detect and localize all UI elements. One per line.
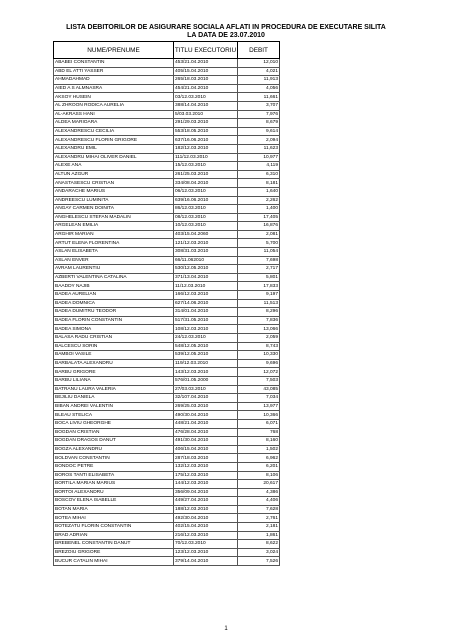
cell-name: ARGELEAN EMILIA [54, 222, 174, 231]
cell-title: 188/12.03.2010 [174, 505, 238, 514]
table-row [54, 351, 280, 360]
cell-debit: 2,181 [238, 523, 280, 532]
cell-name: BRAD ADRIAN [54, 531, 174, 540]
cell-title: 03/12.03.2010 [174, 93, 238, 102]
cell-debit: 7,976 [238, 110, 280, 119]
document-date: LA DATA DE 23.07.2010 [187, 32, 265, 39]
table-row [54, 67, 280, 76]
cell-name: BLEAU STELICA [54, 411, 174, 420]
cell-name: ALEXE ANA [54, 162, 174, 171]
cell-debit: 7,698 [238, 256, 280, 265]
table-row [54, 428, 280, 437]
table-row [54, 325, 280, 334]
cell-title: 406/15.04.2010 [174, 445, 238, 454]
table-row [54, 376, 280, 385]
cell-name: BOTEA MIHAI [54, 514, 174, 523]
table-row [54, 299, 280, 308]
table-row [54, 359, 280, 368]
table-row [54, 462, 280, 471]
cell-title: 308/31.03.2010 [174, 248, 238, 257]
cell-name: BOCA LIVIU GHEORGHE [54, 419, 174, 428]
table-row [54, 144, 280, 153]
cell-debit: 13,977 [238, 402, 280, 411]
cell-name: BADEA DUMITRU TEODOR [54, 308, 174, 317]
table-row [54, 84, 280, 93]
cell-debit: 8,679 [238, 119, 280, 128]
cell-title: 491/30.04.2010 [174, 437, 238, 446]
cell-title: 24/12.03.2010 [174, 334, 238, 343]
cell-debit: 2,717 [238, 265, 280, 274]
cell-debit: 9,197 [238, 291, 280, 300]
cell-debit: 3,024 [238, 548, 280, 557]
table-row [54, 342, 280, 351]
cell-name: BARBALATA ALEXANDRU [54, 359, 174, 368]
cell-name: AL-AKRASS HANI [54, 110, 174, 119]
table-row [54, 523, 280, 532]
cell-title: 548/12.05.2010 [174, 342, 238, 351]
table-row [54, 368, 280, 377]
table-row [54, 480, 280, 489]
cell-debit: 2,262 [238, 196, 280, 205]
cell-title: 166/12.03.2010 [174, 291, 238, 300]
cell-debit: 7,526 [238, 557, 280, 566]
cell-name: BOROS TANTI ELISABETA [54, 471, 174, 480]
cell-name: ASLAN ENVER [54, 256, 174, 265]
cell-debit: 4,056 [238, 84, 280, 93]
cell-debit: 4,119 [238, 162, 280, 171]
cell-debit: 9,696 [238, 359, 280, 368]
cell-name: BADEA DOMNICA [54, 299, 174, 308]
table-row [54, 170, 280, 179]
cell-title: 576/01.05.2000 [174, 376, 238, 385]
cell-title: 530/12.05.2010 [174, 265, 238, 274]
cell-title: 15/12.03.2010 [174, 162, 238, 171]
table-header [54, 42, 280, 59]
table-row [54, 402, 280, 411]
cell-name: AL ZHROON RODICA AURELIA [54, 101, 174, 110]
cell-name: BOGDAN DRAGOS DANUT [54, 437, 174, 446]
table-row [54, 548, 280, 557]
cell-name: ANASTASESCU CRISTIAN [54, 179, 174, 188]
cell-name: ANGHELESCU STEFAN MADALIN [54, 213, 174, 222]
cell-name: BADEA SIMONA [54, 325, 174, 334]
table-row [54, 187, 280, 196]
cell-debit: 17,405 [238, 213, 280, 222]
cell-name: ALEXANDRU MIHAI OLIVER DANIEL [54, 153, 174, 162]
table-row [54, 248, 280, 257]
table-row [54, 239, 280, 248]
cell-name: ALEXANDRESCU FLORIN GRIGORE [54, 136, 174, 145]
cell-title: 123/12.03.2010 [174, 548, 238, 557]
cell-name: BOGZA ALEXANDRU [54, 445, 174, 454]
cell-name: ARTUT ELENA FLORENTINA [54, 239, 174, 248]
cell-debit: 8,622 [238, 540, 280, 549]
cell-debit: 8,743 [238, 342, 280, 351]
cell-name: BAMBOI VASILE [54, 351, 174, 360]
cell-title: 175/12.03.2010 [174, 471, 238, 480]
column-header-debit: DEBIT [238, 42, 280, 59]
table-body [54, 59, 280, 566]
cell-debit: 10,330 [238, 351, 280, 360]
cell-title: 32/107.04.2010 [174, 394, 238, 403]
cell-debit: 11,513 [238, 299, 280, 308]
cell-debit: 11,913 [238, 76, 280, 85]
cell-debit: 13,066 [238, 325, 280, 334]
cell-debit: 16,876 [238, 222, 280, 231]
cell-name: ALEXANDRU EMIL [54, 144, 174, 153]
cell-title: 132/12.03.2010 [174, 462, 238, 471]
cell-name: BORTOI ALEXANDRU [54, 488, 174, 497]
cell-name: ALTUN AZGUR [54, 170, 174, 179]
cell-title: 379/14.04.2010 [174, 557, 238, 566]
cell-debit: 43,085 [238, 385, 280, 394]
cell-title: 492/30.04.2010 [174, 514, 238, 523]
table-row [54, 385, 280, 394]
cell-name: ANDREESCU LUMINITA [54, 196, 174, 205]
cell-debit: 6,201 [238, 462, 280, 471]
cell-debit: 8,160 [238, 437, 280, 446]
cell-debit: 1,502 [238, 445, 280, 454]
cell-name: BARBU LILIANA [54, 376, 174, 385]
cell-debit: 17,833 [238, 282, 280, 291]
table-row [54, 127, 280, 136]
cell-title: 553/18.05.2010 [174, 127, 238, 136]
cell-name: AHMADAHMAD [54, 76, 174, 85]
cell-name: ASLAN ELISABETA [54, 248, 174, 257]
cell-title: 269/25.03.2010 [174, 402, 238, 411]
table-row [54, 93, 280, 102]
table-row [54, 213, 280, 222]
cell-debit: 11,661 [238, 93, 280, 102]
table-row [54, 179, 280, 188]
table-row [54, 101, 280, 110]
cell-name: AVRAM LAURENTIU [54, 265, 174, 274]
page-number: 1 [224, 626, 228, 632]
table-row [54, 205, 280, 214]
table-row [54, 445, 280, 454]
cell-title: 144/12.03.2010 [174, 480, 238, 489]
cell-title: 5/03.03.2010 [174, 110, 238, 119]
table-row [54, 162, 280, 171]
cell-title: 119/12.03.2010 [174, 359, 238, 368]
table-row [54, 110, 280, 119]
cell-title: 448/21.04.2010 [174, 419, 238, 428]
cell-name: AIED A S ALMNASRA [54, 84, 174, 93]
cell-name: BORTILA MARIAN MARIUS [54, 480, 174, 489]
table-row [54, 437, 280, 446]
cell-name: BOLDVAN CONSTANTIN [54, 454, 174, 463]
document-title: LISTA DEBITORILOR DE ASIGURARE SOCIALA AFLATI IN PROCEDURA DE EXECUTARE SILITA [66, 24, 386, 31]
table-row [54, 76, 280, 85]
cell-title: 402/15.04.2010 [174, 523, 238, 532]
cell-title: 216/12.03.2010 [174, 531, 238, 540]
cell-debit: 11,054 [238, 248, 280, 257]
cell-title: 637/16.06.2010 [174, 136, 238, 145]
cell-debit: 7,034 [238, 394, 280, 403]
cell-title: 371/13.04.2010 [174, 273, 238, 282]
cell-name: AKSOY HUSEIN [54, 93, 174, 102]
table-row [54, 196, 280, 205]
cell-name: BOGDAN CRISTIAN [54, 428, 174, 437]
cell-title: 11/12.03.2010 [174, 282, 238, 291]
cell-debit: 2,094 [238, 136, 280, 145]
cell-title: 449/27.04.2010 [174, 497, 238, 506]
cell-name: BEJILIU DANIELA [54, 394, 174, 403]
cell-name: BADEA AURELIAN [54, 291, 174, 300]
cell-debit: 5,801 [238, 273, 280, 282]
cell-debit: 7,836 [238, 316, 280, 325]
cell-debit: 2,081 [238, 230, 280, 239]
cell-name: BAADDY NAJIB [54, 282, 174, 291]
cell-title: 265/18.03.2010 [174, 76, 238, 85]
cell-debit: 10,977 [238, 153, 280, 162]
table-row [54, 488, 280, 497]
cell-debit: 12,010 [238, 59, 280, 68]
cell-name: BADEA FLORIN CONSTANTIN [54, 316, 174, 325]
cell-name: ABABEI CONSTANTIN [54, 59, 174, 68]
table-row [54, 265, 280, 274]
cell-name: BONDOC PETRE [54, 462, 174, 471]
cell-name: BUCUR CATALIN MIHAI [54, 557, 174, 566]
cell-name: ANGAY CARMEN DOINITA [54, 205, 174, 214]
table-row [54, 531, 280, 540]
table-row [54, 136, 280, 145]
column-header-title: TITLU EXECUTORIU [174, 42, 238, 59]
cell-name: AZBERTI VALENTINA CATALINA [54, 273, 174, 282]
cell-title: 517/31.05.2010 [174, 316, 238, 325]
cell-debit: 1,861 [238, 531, 280, 540]
cell-title: 66/11.062010 [174, 256, 238, 265]
cell-title: 454/21.04.2010 [174, 84, 238, 93]
cell-title: 314/01.04.2010 [174, 308, 238, 317]
cell-name: BOTAN MARIA [54, 505, 174, 514]
table-row [54, 153, 280, 162]
cell-title: 70/12.03.2010 [174, 540, 238, 549]
cell-debit: 8,296 [238, 308, 280, 317]
cell-title: 10/12.03.2010 [174, 222, 238, 231]
cell-title: 182/12.03.2010 [174, 144, 238, 153]
cell-debit: 7,503 [238, 376, 280, 385]
cell-title: 476/28.04.2010 [174, 428, 238, 437]
cell-title: 453/21.04.2010 [174, 59, 238, 68]
cell-title: 539/12.05.2010 [174, 351, 238, 360]
cell-name: BOSCOV ELENA ISABELLE [54, 497, 174, 506]
table-row [54, 471, 280, 480]
cell-title: 108/12.03.2010 [174, 325, 238, 334]
cell-debit: 12,072 [238, 368, 280, 377]
table-row [54, 282, 280, 291]
table-row [54, 454, 280, 463]
table-row [54, 497, 280, 506]
cell-debit: 8,181 [238, 179, 280, 188]
cell-title: 334/08.04.2010 [174, 179, 238, 188]
debtors-table [53, 41, 280, 566]
cell-debit: 4,406 [238, 497, 280, 506]
cell-debit: 3,707 [238, 101, 280, 110]
table-row [54, 59, 280, 68]
cell-title: 405/15.04.2010 [174, 67, 238, 76]
table-row [54, 540, 280, 549]
cell-debit: 6,071 [238, 419, 280, 428]
cell-debit: 1,400 [238, 205, 280, 214]
table-row [54, 411, 280, 420]
cell-debit: 2,059 [238, 334, 280, 343]
cell-title: 403/15.04.2060 [174, 230, 238, 239]
column-header-name: NUME/PRENUME [54, 42, 174, 59]
cell-debit: 10,366 [238, 411, 280, 420]
table-row [54, 394, 280, 403]
cell-title: 86/12.03.2010 [174, 205, 238, 214]
cell-title: 08/12.03.2010 [174, 213, 238, 222]
table-row [54, 273, 280, 282]
cell-debit: 6,310 [238, 170, 280, 179]
cell-title: 143/12.03.2010 [174, 368, 238, 377]
cell-title: 27/03.03.2010 [174, 385, 238, 394]
table-row [54, 308, 280, 317]
cell-debit: 2,761 [238, 514, 280, 523]
cell-name: BOTEZATU FLORIN CONSTANTIN [54, 523, 174, 532]
cell-name: BALASA RADU CRISTIAN [54, 334, 174, 343]
table-row [54, 256, 280, 265]
cell-name: ABD EL ATTI YASSER [54, 67, 174, 76]
cell-title: 111/12.03.2010 [174, 153, 238, 162]
cell-debit: 5,700 [238, 239, 280, 248]
table-row [54, 230, 280, 239]
cell-title: 287/18.03.2010 [174, 454, 238, 463]
cell-name: ANDARACHE MARIUS [54, 187, 174, 196]
cell-title: 388/14.04.2010 [174, 101, 238, 110]
table-row [54, 316, 280, 325]
cell-debit: 1,640 [238, 187, 280, 196]
cell-debit: 4,386 [238, 488, 280, 497]
cell-debit: 9,614 [238, 127, 280, 136]
cell-debit: 11,623 [238, 144, 280, 153]
table-row [54, 557, 280, 566]
cell-name: ARGHIR MARIAN [54, 230, 174, 239]
cell-name: BREZOIU GRIGORE [54, 548, 174, 557]
cell-title: 06/12.03.2010 [174, 187, 238, 196]
table-row [54, 119, 280, 128]
cell-title: 261/25.03.2010 [174, 170, 238, 179]
cell-debit: 20,617 [238, 480, 280, 489]
table-row [54, 514, 280, 523]
cell-name: BARBU GRIGORE [54, 368, 174, 377]
cell-name: BREBENEL CONSTANTIN DANUT [54, 540, 174, 549]
table-row [54, 334, 280, 343]
cell-title: 639/16.06.2010 [174, 196, 238, 205]
cell-name: ALEXANDRESCU CECILIA [54, 127, 174, 136]
cell-title: 121/12.03.2010 [174, 239, 238, 248]
cell-debit: 4,021 [238, 67, 280, 76]
table-row [54, 291, 280, 300]
cell-debit: 6,962 [238, 454, 280, 463]
cell-title: 291/29.03.2010 [174, 119, 238, 128]
table-row [54, 419, 280, 428]
cell-name: BATRANU LAURA VALERIA [54, 385, 174, 394]
cell-title: 490/30.04.2010 [174, 411, 238, 420]
cell-debit: 8,106 [238, 471, 280, 480]
cell-name: BIBAN ANDREI VALENTIN [54, 402, 174, 411]
cell-debit: 7,628 [238, 505, 280, 514]
table-row [54, 222, 280, 231]
table-row [54, 505, 280, 514]
cell-name: ALDEA MARIOARA [54, 119, 174, 128]
cell-title: 356/09.04.2010 [174, 488, 238, 497]
cell-name: BALCESCU SORIN [54, 342, 174, 351]
cell-debit: 768 [238, 428, 280, 437]
cell-title: 627/14.06.2010 [174, 299, 238, 308]
